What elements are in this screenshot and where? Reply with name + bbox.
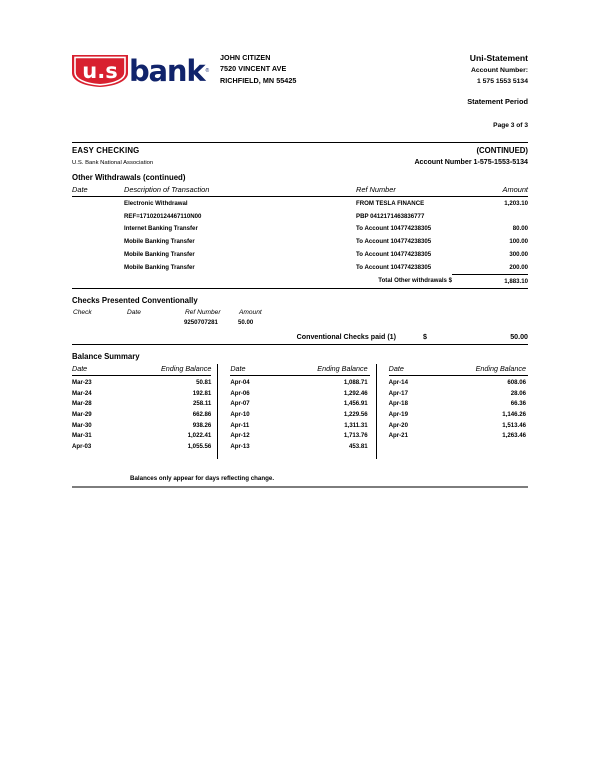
row-desc: REF=171020124467110N00 (124, 212, 202, 220)
balance-date: Apr-21 (388, 432, 408, 440)
row-amount (452, 210, 528, 223)
statement-meta (378, 40, 528, 131)
list-item (72, 439, 211, 450)
checks-section-title: Checks Presented Conventionally (72, 295, 198, 305)
list-item (72, 397, 211, 408)
col-ending-balance: Ending Balance (475, 363, 526, 373)
statement-header (72, 40, 528, 140)
row-amount: 100.00 (509, 238, 528, 246)
checks-header-row (72, 308, 528, 318)
table-row (72, 248, 528, 261)
balance-date: Apr-11 (230, 421, 250, 429)
list-item (389, 386, 528, 397)
balance-date: Mar-30 (72, 421, 92, 429)
statement-sheet (72, 40, 528, 488)
row-amount: 300.00 (509, 251, 528, 259)
customer-street: 7520 VINCENT AVE (220, 64, 287, 74)
balance-date: Mar-28 (72, 400, 92, 408)
trademark-symbol: ® (205, 68, 210, 74)
balance-date: Apr-04 (230, 379, 250, 387)
col-check: Check (73, 308, 92, 316)
account-header-row (72, 146, 528, 155)
balance-summary-note: Balances only appear for days reflecting change. (130, 475, 275, 483)
col-ending-balance: Ending Balance (160, 363, 212, 373)
balance-date: Mar-24 (72, 389, 92, 397)
row-date (72, 197, 124, 210)
row-desc-detail: To Account 104774238305 (356, 225, 432, 233)
col-date: Date (72, 185, 124, 197)
row-desc: Electronic Withdrawal (124, 199, 188, 207)
withdrawals-total-label: Total Other withdrawals $ (378, 277, 452, 285)
checks-table (72, 308, 528, 327)
balance-summary-title: Balance Summary (72, 351, 140, 361)
checks-total-currency: $ (423, 332, 427, 341)
balance-column-2-header (230, 364, 369, 376)
statement-period-label: Statement Period (467, 97, 528, 106)
checks-bottom-divider (72, 344, 528, 345)
col-spacer (300, 308, 528, 318)
row-date (72, 223, 124, 236)
checks-total-label: Conventional Checks paid (1) (296, 332, 396, 341)
col-date: Date (72, 363, 88, 373)
balance-value: 1,146.26 (502, 410, 526, 418)
withdrawals-header-row (72, 185, 528, 197)
row-desc-detail: To Account 104774238305 (356, 251, 432, 259)
row-desc: Internet Banking Transfer (124, 225, 198, 233)
withdrawals-bottom-divider (72, 288, 528, 289)
spacer-cell (300, 318, 528, 327)
row-desc-detail: To Account 104774238305 (356, 263, 432, 271)
balance-date: Mar-31 (72, 432, 92, 440)
col-check-date: Date (127, 308, 141, 316)
list-item (72, 376, 211, 387)
balance-date: Apr-13 (230, 442, 250, 450)
institution-name: U.S. Bank National Association (72, 160, 154, 166)
continued-label: (CONTINUED) (476, 146, 528, 155)
customer-address (212, 40, 378, 86)
col-ref-number: Ref Number (356, 185, 452, 197)
balance-date: Apr-18 (388, 400, 408, 408)
balance-value: 1,456.91 (343, 400, 368, 408)
statement-title: Uni-Statement (469, 53, 528, 63)
row-date (72, 248, 124, 261)
list-item (389, 376, 528, 387)
withdrawals-section-title: Other Withdrawals (continued) (72, 173, 186, 182)
list-item (72, 386, 211, 397)
list-item (230, 386, 369, 397)
page-number: Page 3 of 3 (493, 122, 528, 129)
row-amount: 80.00 (512, 225, 528, 233)
balance-date: Apr-19 (388, 410, 408, 418)
withdrawals-total-row (72, 274, 528, 287)
list-item (72, 407, 211, 418)
row-date (72, 261, 124, 274)
checks-total-amount: 50.00 (510, 332, 528, 341)
balance-value: 938.26 (192, 421, 212, 429)
list-item (389, 397, 528, 408)
col-check-amount: Amount (239, 308, 262, 316)
table-row (72, 210, 528, 223)
balance-date: Apr-10 (230, 410, 250, 418)
balance-value: 453.81 (349, 442, 368, 450)
row-amount: 1,203.10 (504, 199, 528, 207)
balance-date: Apr-14 (388, 379, 408, 387)
row-desc-detail: PBP 0412171463836777 (356, 212, 425, 220)
balance-column-1 (72, 364, 211, 460)
list-item (389, 429, 528, 440)
balance-value: 1,311.31 (344, 421, 368, 429)
row-desc: Mobile Banking Transfer (124, 263, 195, 271)
row-date (72, 210, 124, 223)
account-type: EASY CHECKING (72, 146, 140, 155)
col-date: Date (230, 363, 246, 373)
spacer-cell (124, 274, 356, 287)
check-ref: 9250707281 (184, 318, 218, 326)
balance-value: 1,022.41 (187, 432, 212, 440)
list-item (72, 418, 211, 429)
balance-value: 28.06 (510, 389, 526, 397)
account-number-label: Account Number: (470, 67, 528, 74)
table-row (72, 197, 528, 210)
balance-date: Apr-12 (230, 432, 250, 440)
page-bottom-divider (72, 486, 528, 488)
balance-date: Apr-17 (388, 389, 408, 397)
list-item (389, 407, 528, 418)
check-date (126, 318, 184, 327)
balance-value: 1,055.56 (187, 442, 212, 450)
row-desc: Mobile Banking Transfer (124, 251, 195, 259)
customer-name: JOHN CITIZEN (220, 53, 271, 62)
balance-value: 66.36 (510, 400, 526, 408)
balance-column-3 (376, 364, 528, 460)
row-desc-detail: To Account 104774238305 (356, 238, 432, 246)
balance-column-3-header (389, 364, 528, 376)
balance-value: 1,292.46 (343, 389, 368, 397)
col-amount: Amount (452, 185, 528, 197)
withdrawals-table (72, 185, 528, 288)
balance-value: 608.06 (507, 379, 526, 387)
usbank-logo (72, 40, 212, 88)
col-check-ref: Ref Number (185, 308, 221, 316)
balance-value: 50.81 (196, 379, 212, 387)
balance-value: 192.81 (192, 389, 212, 397)
table-row (72, 318, 528, 327)
withdrawals-total-amount: 1,883.10 (452, 274, 528, 287)
balance-value: 1,513.46 (502, 421, 526, 429)
table-row (72, 261, 528, 274)
balance-value: 1,088.71 (343, 379, 368, 387)
header-divider (72, 142, 528, 143)
row-desc-detail: FROM TESLA FINANCE (356, 199, 425, 207)
check-amount: 50.00 (238, 318, 254, 326)
list-item (230, 418, 369, 429)
list-item (72, 429, 211, 440)
spacer-cell (72, 274, 124, 287)
check-number (72, 318, 126, 327)
balance-column-1-header (72, 364, 211, 376)
list-item (389, 418, 528, 429)
column-spacer (389, 439, 528, 459)
balance-date: Apr-20 (388, 421, 408, 429)
balance-date: Apr-03 (72, 442, 92, 450)
row-desc: Mobile Banking Transfer (124, 238, 195, 246)
list-item (230, 407, 369, 418)
list-item (230, 429, 369, 440)
balance-value: 1,713.76 (343, 432, 368, 440)
balance-date: Apr-07 (230, 400, 250, 408)
balance-column-2 (217, 364, 369, 460)
institution-row (72, 158, 528, 166)
list-item (230, 397, 369, 408)
row-amount: 200.00 (509, 263, 528, 271)
checks-total-row (72, 333, 528, 341)
balance-value: 1,263.46 (502, 432, 526, 440)
usbank-shield-icon (72, 55, 128, 87)
balance-value: 1,229.56 (343, 410, 368, 418)
account-number-line: Account Number 1-575-1553-5134 (414, 158, 528, 166)
col-ending-balance: Ending Balance (317, 363, 368, 373)
svg-text:u.s: u.s (82, 59, 118, 83)
customer-city-state-zip: RICHFIELD, MN 55425 (220, 75, 297, 85)
list-item (230, 376, 369, 387)
account-number-value: 1 575 1553 5134 (476, 78, 528, 85)
balance-summary-columns (72, 364, 528, 460)
table-row (72, 223, 528, 236)
usbank-wordmark: bank (129, 53, 205, 88)
col-description: Description of Transaction (124, 185, 356, 197)
balance-value: 258.11 (193, 400, 212, 408)
list-item (230, 439, 369, 450)
balance-date: Mar-29 (72, 410, 92, 418)
balance-value: 662.86 (192, 410, 212, 418)
balance-date: Apr-06 (230, 389, 250, 397)
table-row (72, 235, 528, 248)
balance-date: Mar-23 (72, 379, 92, 387)
row-date (72, 235, 124, 248)
col-date: Date (388, 363, 404, 373)
